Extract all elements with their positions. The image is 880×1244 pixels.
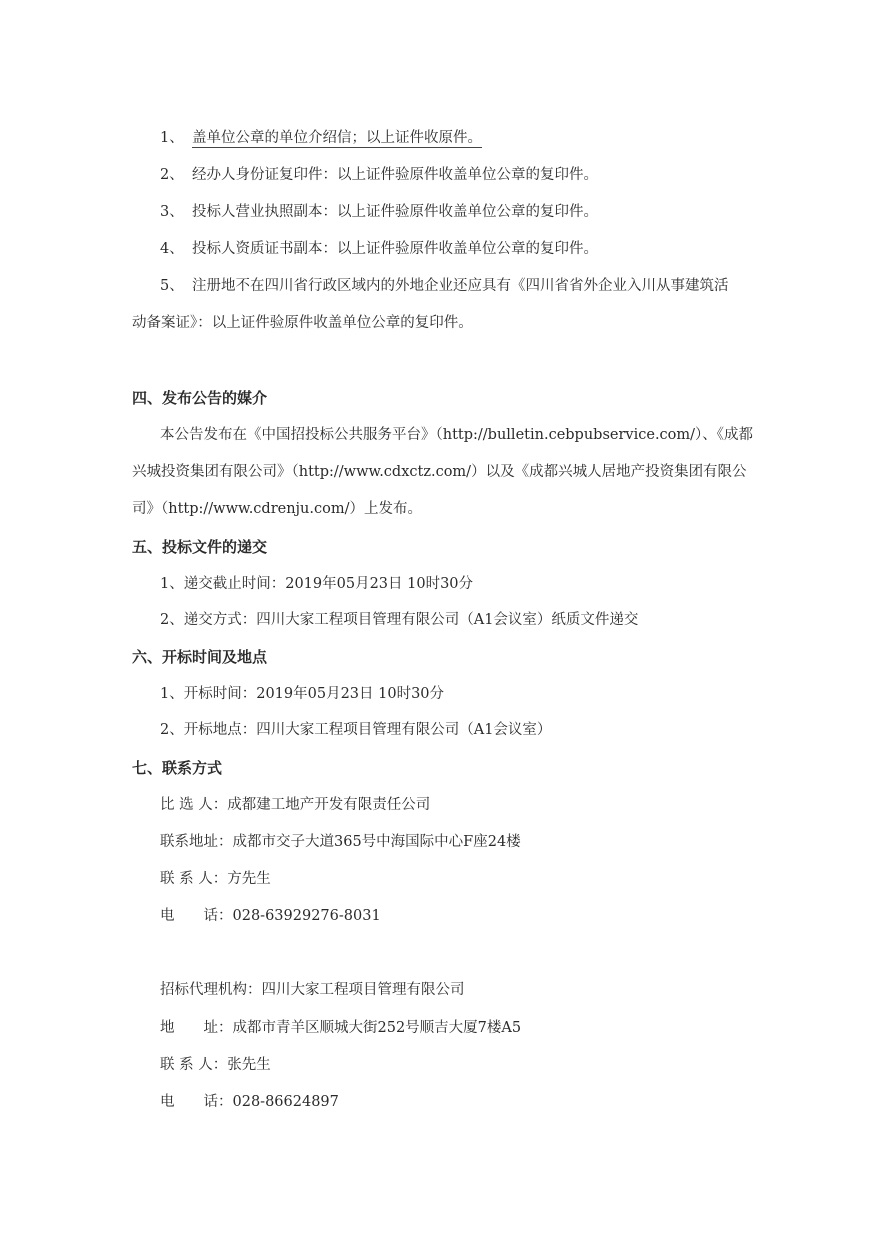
section5-item-2: 2、递交方式：四川大家工程项目管理有限公司（A1会议室）纸质文件递交 <box>160 612 639 628</box>
requirement-item-1: 1、 盖单位公章的单位介绍信；以上证件收原件。 <box>160 130 482 146</box>
section4-line-1: 本公告发布在《中国招投标公共服务平台》（http://bulletin.cebpubservice.com/）、《成都 <box>160 427 754 443</box>
section5-heading: 五、投标文件的递交 <box>132 538 268 556</box>
section5-item-1: 1、递交截止时间：2019年05月23日 10时30分 <box>160 576 474 592</box>
buyer-contact: 联 系 人：方先生 <box>160 871 271 887</box>
requirement-item-5-continuation: 动备案证》：以上证件验原件收盖单位公章的复印件。 <box>132 315 473 331</box>
section4-line-2: 兴城投资集团有限公司》（http://www.cdxctz.com/）以及《成都兴城人居地产投资集团有限公 <box>132 464 747 480</box>
buyer-phone: 电 话：028-63929276-8031 <box>160 908 381 924</box>
requirement-item-3: 3、 投标人营业执照副本：以上证件验原件收盖单位公章的复印件。 <box>160 204 598 220</box>
section4-heading: 四、发布公告的媒介 <box>132 389 268 407</box>
section7-heading: 七、联系方式 <box>132 759 223 777</box>
agent-contact: 联 系 人：张先生 <box>160 1057 271 1073</box>
buyer-name: 比 选 人：成都建工地产开发有限责任公司 <box>160 797 431 813</box>
section6-item-2: 2、开标地点：四川大家工程项目管理有限公司（A1会议室） <box>160 722 552 738</box>
agent-name: 招标代理机构：四川大家工程项目管理有限公司 <box>160 982 465 998</box>
requirement-item-4: 4、 投标人资质证书副本：以上证件验原件收盖单位公章的复印件。 <box>160 241 598 257</box>
agent-address: 地 址：成都市青羊区顺城大街252号顺吉大厦7楼A5 <box>160 1020 522 1036</box>
buyer-address: 联系地址：成都市交子大道365号中海国际中心F座24楼 <box>160 834 521 850</box>
section6-item-1: 1、开标时间：2019年05月23日 10时30分 <box>160 686 445 702</box>
section4-line-3: 司》（http://www.cdrenju.com/）上发布。 <box>132 501 422 517</box>
requirement-item-2: 2、 经办人身份证复印件：以上证件验原件收盖单位公章的复印件。 <box>160 167 598 183</box>
agent-phone: 电 话：028-86624897 <box>160 1094 339 1110</box>
section6-heading: 六、开标时间及地点 <box>132 648 268 666</box>
requirement-item-5: 5、 注册地不在四川省行政区域内的外地企业还应具有《四川省省外企业入川从事建筑活 <box>160 278 729 294</box>
